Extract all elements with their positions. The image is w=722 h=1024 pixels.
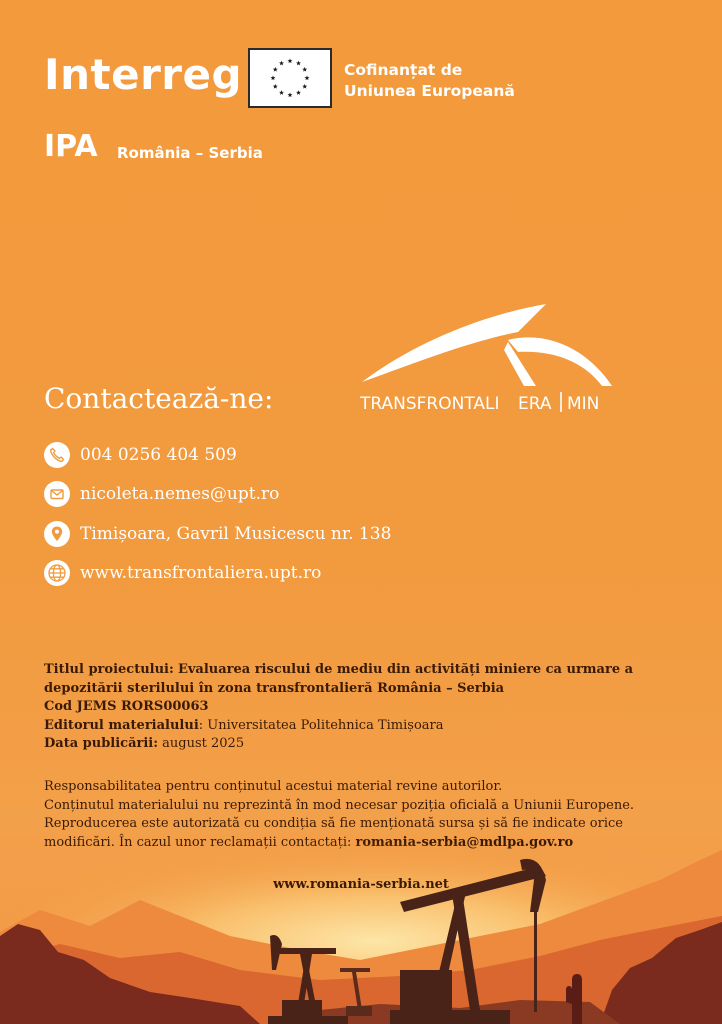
eu-star-icon <box>305 75 310 80</box>
disclaimer-line-3: Reproducerea este autorizată cu condiția să fie menționată sursa și să fie indicate orice <box>44 816 623 831</box>
eu-star-icon <box>296 61 301 66</box>
eu-star-icon <box>302 67 307 72</box>
phone-icon <box>44 442 70 468</box>
eu-star-icon <box>273 67 278 72</box>
oil-field-illustration <box>0 840 722 1024</box>
project-title-label: Titlul proiectului: <box>44 662 174 677</box>
eu-star-icon <box>279 90 284 95</box>
editor-label: Editorul materialului <box>44 717 199 733</box>
address-text: Timișoara, Gavril Musicescu nr. 138 <box>80 524 392 544</box>
mail-icon <box>44 481 70 507</box>
cofinance-label <box>344 60 515 102</box>
logo-text-transfrontali: TRANSFRONTALI <box>360 394 500 414</box>
cofinance-line-1: Cofinanțat de <box>344 61 463 79</box>
eu-star-icon <box>273 84 278 89</box>
eu-star-icon <box>271 75 276 80</box>
editor-value: : Universitatea Politehnica Timișoara <box>198 717 444 733</box>
eu-flag-logo <box>248 48 332 108</box>
ipa-label: IPA <box>44 129 98 164</box>
interreg-logo-text: Interreg <box>44 50 243 99</box>
transfrontaliera-min-logo <box>358 300 620 418</box>
location-pin-icon <box>44 521 70 547</box>
project-title <box>44 661 684 698</box>
contact-email-row <box>44 480 279 508</box>
disclaimer-line-2: Conținutul materialului nu reprezintă în mod necesar poziția oficială a Uniunii Europene. <box>44 797 635 813</box>
cofinance-line-2: Uniunea Europeană <box>344 82 515 100</box>
project-code: Cod JEMS RORS00063 <box>44 699 209 714</box>
contact-website-row <box>44 559 321 587</box>
eu-star-icon <box>296 90 301 95</box>
project-title-value: Evaluarea riscului de mediu din activități miniere ca urmare a depozitării sterilului în zona transfrontalieră România – Serbia <box>44 662 634 696</box>
globe-icon <box>44 560 70 586</box>
contact-address-row <box>44 520 391 548</box>
eu-star-icon <box>288 58 293 63</box>
email-link[interactable]: nicoleta.nemes@upt.ro <box>80 484 280 504</box>
logo-text-min: MIN <box>567 394 600 414</box>
publication-date <box>44 735 684 754</box>
date-value: august 2025 <box>158 736 245 751</box>
program-region: România – Serbia <box>117 144 263 162</box>
contact-heading: Contactează-ne: <box>44 382 274 415</box>
logo-text-era: ERA <box>518 394 552 414</box>
eu-star-icon <box>288 92 293 97</box>
project-info <box>44 661 684 754</box>
project-editor <box>44 717 684 736</box>
date-label: Data publicării: <box>44 736 159 751</box>
website-link[interactable]: www.transfrontaliera.upt.ro <box>80 563 322 583</box>
program-website-link[interactable]: www.romania-serbia.net <box>273 877 449 892</box>
phone-link[interactable]: 004 0256 404 509 <box>80 445 237 465</box>
eu-star-icon <box>302 84 307 89</box>
contact-phone-row <box>44 441 237 469</box>
disclaimer-line-1: Responsabilitatea pentru conținutul acestui material revine autorilor. <box>44 779 503 794</box>
eu-star-icon <box>279 61 284 66</box>
